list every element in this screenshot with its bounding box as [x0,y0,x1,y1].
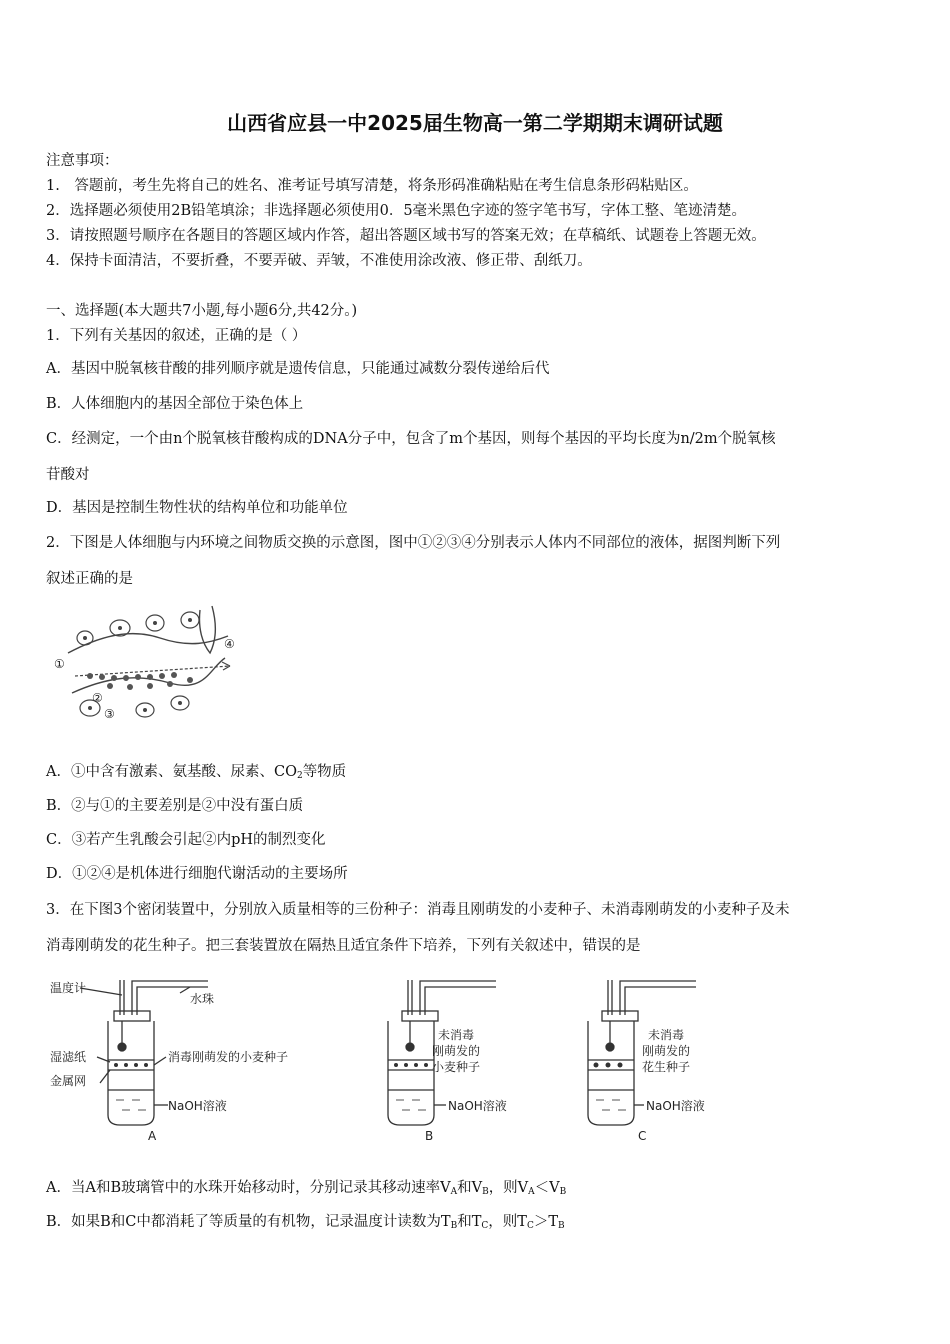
apparatus-c-letter: C [638,1129,647,1143]
section-heading: 一、选择题(本大题共7小题,每小题6分,共42分。) [46,303,358,319]
naoh-label-b: NaOH溶液 [448,1099,507,1113]
q1-option-d: D．基因是控制生物性状的结构单位和功能单位 [46,500,348,516]
q3-option-a: A．当A和B玻璃管中的水珠开始移动时，分别记录其移动速率$V_A$和$V_B$，则$V_A<V_B$ [46,1180,567,1197]
apparatus-a-seed-label: 消毒刚萌发的小麦种子 [168,1050,289,1064]
water-bead-label: 水珠 [190,992,215,1006]
q2-option-c: C．③若产生乳酸会引起②内pH的制烈变化 [46,832,326,848]
blood-cells [87,672,193,690]
page-title: 山西省应县一中2025届生物高一第二学期期末调研试题 [227,111,723,135]
thermometer-label: 温度计 [50,981,87,995]
notice-item: 3．请按照题号顺序在各题目的答题区域内作答，超出答题区域书写的答案无效；在草稿纸、试题卷上答题无效。 [46,228,766,244]
wet-paper-label: 湿滤纸 [50,1050,87,1064]
question-1-stem: 1．下列有关基因的叙述，正确的是（ ） [46,328,307,344]
notice-item: 1. 答题前，考生先将自己的姓名、准考证号填写清楚，将条形码准确粘贴在考生信息条形码粘贴区。 [46,178,698,194]
apparatus-c-seed-label-1: 未消毒 [648,1028,685,1042]
q2-option-b: B．②与①的主要差别是②中没有蛋白质 [46,798,304,814]
apparatus-b-letter: B [425,1129,434,1143]
q3-option-b: B．如果B和C中都消耗了等质量的有机物，记录温度计读数为$T_B$和$T_C$，则$T_C>T_B$ [46,1214,565,1231]
apparatus-b-seed-label-3: 小麦种子 [432,1060,481,1074]
q1-option-b: B．人体细胞内的基因全部位于染色体上 [46,396,304,412]
blood-flow-arrow [75,666,230,676]
label-4: ④ [224,637,235,651]
lymph-vessel [199,606,215,653]
apparatus-b-seed-label-1: 未消毒 [438,1028,475,1042]
notice-heading: 注意事项： [46,153,119,169]
q1-option-c-cont: 苷酸对 [46,467,90,483]
apparatus-a-letter: A [148,1129,157,1143]
label-3: ③ [104,707,115,721]
question-2-stem-cont: 叙述正确的是 [46,571,133,587]
apparatus-b-seed-label-2: 刚萌发的 [432,1044,481,1058]
germination-apparatus-diagram [50,965,730,1150]
metal-net-label: 金属网 [50,1074,87,1088]
question-3-stem-cont: 消毒刚萌发的花生种子。把三套装置放在隔热且适宜条件下培养，下列有关叙述中，错误的是 [46,938,641,954]
apparatus-c-seed-label-2: 刚萌发的 [642,1044,691,1058]
notice-item: 4．保持卡面清洁，不要折叠，不要弄破、弄皱，不准使用涂改液、修正带、刮纸刀。 [46,253,592,269]
apparatus-c-seed-label-3: 花生种子 [642,1060,691,1074]
naoh-label-c: NaOH溶液 [646,1099,705,1113]
q1-option-c: C．经测定，一个由n个脱氧核苷酸构成的DNA分子中，包含了m个基因，则每个基因的平均长度为n/2m个脱氧核 [46,431,776,447]
label-2: ② [92,691,103,705]
q1-option-a: A．基因中脱氧核苷酸的排列顺序就是遗传信息，只能通过减数分裂传递给后代 [46,361,550,377]
body-fluid-diagram [50,598,250,728]
question-3-stem: 3．在下图3个密闭装置中，分别放入质量相等的三份种子：消毒且刚萌发的小麦种子、未消毒刚萌发的小麦种子及未 [46,902,790,918]
question-2-stem: 2．下图是人体细胞与内环境之间物质交换的示意图，图中①②③④分别表示人体内不同部位的液体，据图判断下列 [46,535,781,551]
naoh-label-a: NaOH溶液 [168,1099,227,1113]
label-1: ① [54,657,65,671]
notice-item: 2．选择题必须使用2B铅笔填涂；非选择题必须使用0．5毫米黑色字迹的签字笔书写，字体工整、笔迹清楚。 [46,203,747,219]
q2-option-a: A．①中含有激素、氨基酸、尿素、$CO_2$等物质 [46,764,347,781]
q2-option-d: D．①②④是机体进行细胞代谢活动的主要场所 [46,866,348,882]
